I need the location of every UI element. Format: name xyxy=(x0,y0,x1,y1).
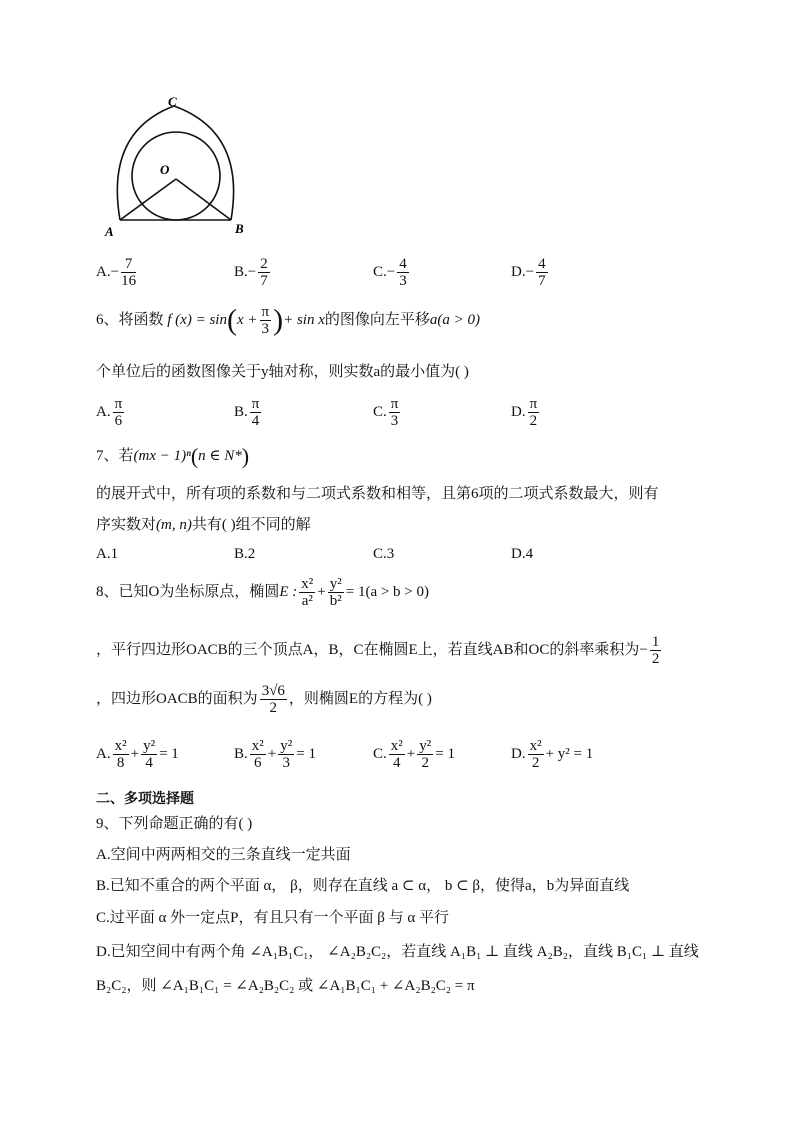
q8-stem: 8、已知O为坐标原点，椭圆E : $\frac{\text{x²}}{\text{a²}}$ + $\frac{\text{y²}}{\text{b²}}$ = 1(a > b > 0) xyxy=(96,576,430,609)
q7-line2: 的展开式中，所有项的系数和与二项式系数和相等，且第6项的二项式系数最大，则有 xyxy=(96,486,659,502)
q8-option-a[interactable]: A. $\frac{\text{x²}}{8}$ + $\frac{\text{y²}}{4}$ = 1 xyxy=(96,738,179,771)
section-title: 二、多项选择题 xyxy=(96,791,194,807)
segment-oa xyxy=(120,179,176,220)
q9-option-d-line1[interactable]: D.已知空间中有两个角 ∠A₁B₁C₁， ∠A₂B₂C₂，若直线 A₁B₁ ⊥ 直线 A₂B₂，直线 B₁C₁ ⊥ 直线 xyxy=(96,944,699,960)
label-c: C xyxy=(168,94,177,109)
geometry-figure xyxy=(100,92,260,242)
label-a: A xyxy=(105,224,114,239)
q7-option-a[interactable]: A.1 xyxy=(96,546,119,562)
arc-bc xyxy=(174,106,234,220)
q9-option-a[interactable]: A.空间中两两相交的三条直线一定共面 xyxy=(96,847,351,863)
q7-stem: 7、若(mx − 1)ⁿ(n ∈ N*) xyxy=(96,443,250,469)
q8-option-b[interactable]: B. $\frac{\text{x²}}{6}$ + $\frac{\text{y²}}{3}$ = 1 xyxy=(234,738,316,771)
q9-stem: 9、下列命题正确的有( ) xyxy=(96,816,253,832)
q6-option-d[interactable]: D. $\frac{\pi}{2}$ xyxy=(511,396,538,429)
label-o: O xyxy=(160,162,170,177)
q9-option-b[interactable]: B.已知不重合的两个平面 α， β，则存在直线 a ⊂ α， b ⊂ β，使得a，b为异面直线 xyxy=(96,878,630,894)
q8-line2: ，平行四边形OACB的三个顶点A，B，C在椭圆E上，若直线AB和OC的斜率乘积为− $\frac{1}{2}$ xyxy=(96,634,660,667)
label-b: B xyxy=(235,221,244,236)
q7-option-b[interactable]: B.2 xyxy=(234,546,256,562)
segment-ob xyxy=(176,179,231,220)
q9-option-d-line2: B₂C₂，则 ∠A₁B₁C₁ = ∠A₂B₂C₂ 或 ∠A₁B₁C₁ + ∠A₂B₂C₂ = π xyxy=(96,978,475,994)
q7-option-c[interactable]: C.3 xyxy=(373,546,395,562)
q6-option-b[interactable]: B. $\frac{\pi}{4}$ xyxy=(234,396,260,429)
inscribed-circle xyxy=(132,132,220,220)
q7-line3: 序实数对(m, n)共有( )组不同的解 xyxy=(96,517,311,533)
q5-option-c[interactable]: C.− $\frac{4}{3}$ xyxy=(373,256,407,289)
q5-option-b[interactable]: B.− $\frac{2}{7}$ xyxy=(234,256,268,289)
q5-option-d[interactable]: D.− $\frac{4}{7}$ xyxy=(511,256,546,289)
q9-option-c[interactable]: C.过平面 α 外一定点P，有且只有一个平面 β 与 α 平行 xyxy=(96,910,449,926)
q6-option-a[interactable]: A. $\frac{\pi}{6}$ xyxy=(96,396,123,429)
q6-stem: 6、将函数 f (x) = sin(x + $\frac{\pi}{3}$ )+ sin x的图像向左平移a(a > 0) xyxy=(96,303,481,337)
q8-option-d[interactable]: D. $\frac{\text{x²}}{2}$ + y² = 1 xyxy=(511,738,594,771)
q6-option-c[interactable]: C. $\frac{\pi}{3}$ xyxy=(373,396,399,429)
q8-option-c[interactable]: C. $\frac{\text{x²}}{4}$ + $\frac{\text{y²}}{2}$ = 1 xyxy=(373,738,455,771)
q6-line2: 个单位后的函数图像关于y轴对称，则实数a的最小值为( ) xyxy=(96,364,469,380)
q5-option-a[interactable]: A.− $\frac{7}{16}$ xyxy=(96,256,137,289)
q7-option-d[interactable]: D.4 xyxy=(511,546,534,562)
q8-line3: ，四边形OACB的面积为 $\frac{3√6}{2}$ ，则椭圆E的方程为( ) xyxy=(96,683,432,716)
